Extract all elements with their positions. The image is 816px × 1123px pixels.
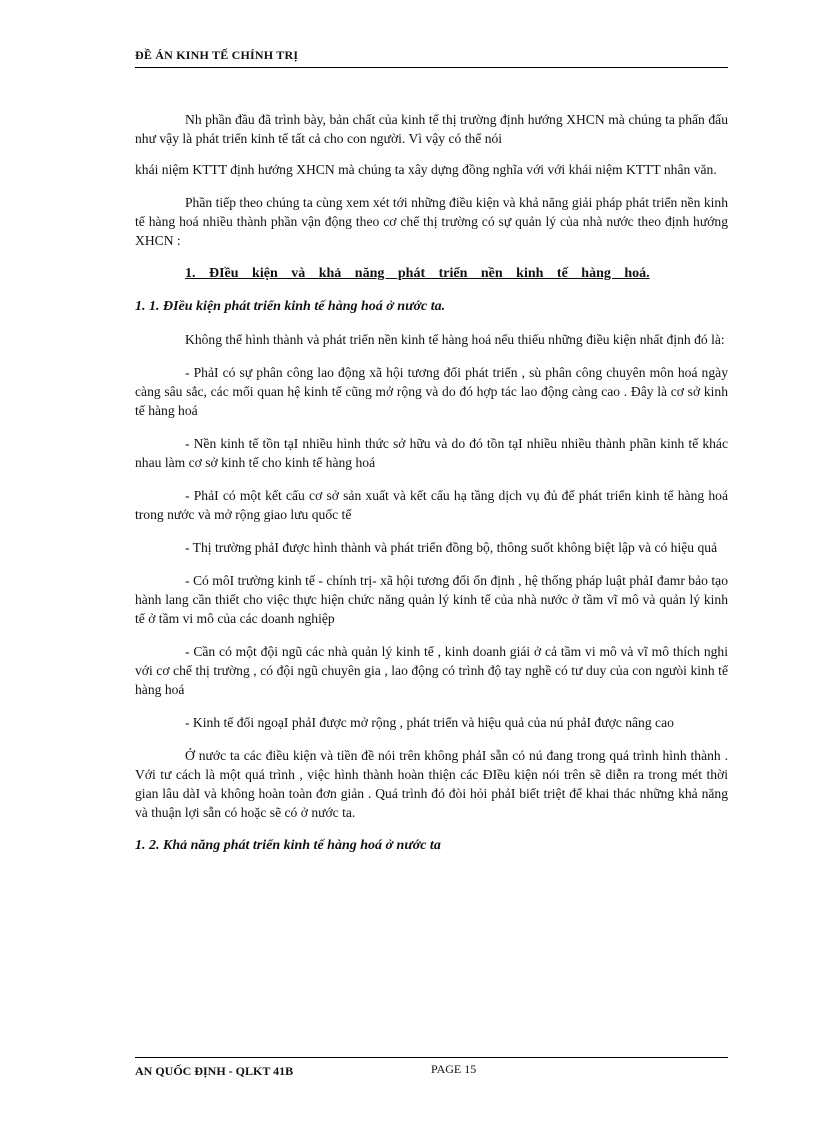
footer-page-number: PAGE 15 <box>431 1062 477 1076</box>
intro-paragraph-3: Phần tiếp theo chúng ta cùng xem xét tới những điều kiện và khả năng giải pháp phát triển nền kinh tế hàng hoá nhiều thành phần vận động theo cơ chế thị trường có sự quản lý của nhà nước theo định hướng XHCN : <box>135 195 728 248</box>
conditions-intro: Không thể hình thành và phát triển nền kinh tế hàng hoá nếu thiếu những điều kiện nhất định đó là: <box>185 332 725 347</box>
header-title: ĐỀ ÁN KINH TẾ CHÍNH TRỊ <box>135 48 299 62</box>
conditions-conclusion: Ở nước ta các điều kiện và tiền đề nói trên không phảI sẵn có nú đang trong quá trình hình thành . Với tư cách là một quá trình , việc hình thành hoàn thiện các ĐIều kiện nói trên sẽ diễn ra trong mét thời gian lâu dàI và không hoàn toàn đơn giản . Quá trình đó đòi hỏi phảI biết triệt để khai thác những khả năng và thuận lợi sẵn có hoặc sẽ có ở nước ta. <box>135 748 728 820</box>
intro-paragraph-2: khái niệm KTTT định hướng XHCN mà chúng ta xây dựng đồng nghĩa với với khái niệm KTTT nhân văn. <box>135 162 717 177</box>
condition-item-4: - Thị trường phảI được hình thành và phát triển đồng bộ, thông suốt không biệt lập và có hiệu quả <box>185 540 718 555</box>
section-heading-1-text: 1. ĐIều kiện và khả năng phát triển nền kinh tế hàng hoá. <box>185 266 650 281</box>
subsection-heading-1-1: 1. 1. ĐIều kiện phát triển kinh tế hàng hoá ở nước ta. <box>135 299 446 314</box>
footer-author: AN QUỐC ĐỊNH - QLKT 41B <box>135 1064 294 1078</box>
subsection-heading-1-2: 1. 2. Khả năng phát triển kinh tế hàng hoá ở nước ta <box>135 838 441 853</box>
condition-item-3: - PhảI có một kết cấu cơ sở sản xuất và kết cấu hạ tầng dịch vụ đủ để phát triển kinh tế hàng hoá trong nước và mở rộng giao lưu quốc tế <box>135 488 728 522</box>
condition-item-5: - Có môI trường kinh tế - chính trị- xã hội tương đối ổn định , hệ thống pháp luật phảI đamr bảo tạo hành lang cần thiết cho việc thực hiện chức năng quản lý kinh tế của nhà nước ở tầm vĩ mô và quản lý kinh tế ở tầm vi mô của các doanh nghiệp <box>135 573 728 626</box>
condition-item-7: - Kinh tế đối ngoạI phảI được mở rộng , phát triển và hiệu quả của nú phảI được nâng cao <box>185 715 674 730</box>
condition-item-2: - Nền kinh tế tồn tạI nhiều hình thức sở hữu và do đó tồn tạI nhiều nhiều thành phần kinh tế khác nhau làm cơ sở kinh tế cho kinh tế hàng hoá <box>135 436 728 470</box>
condition-item-1: - PhảI có sự phân công lao động xã hội tương đối phát triển , sù phân công chuyên môn hoá ngày càng sâu sắc, các mối quan hệ kinh tế cũng mở rộng và do đó hợp tác lao động càng cao . Đây là cơ sở kinh tế hàng hoá <box>135 365 728 418</box>
intro-paragraph-1: Nh phần đầu đã trình bày, bản chất của kinh tế thị trường định hướng XHCN mà chúng ta phấn đấu như vậy là phát triển kinh tế tất cả cho con người. Vì vậy có thể nói <box>135 112 728 146</box>
condition-item-6: - Cần có một đội ngũ các nhà quản lý kinh tế , kinh doanh giái ở cả tầm vi mô và vĩ mô thích nghi với cơ chế thị trường , có đội ngũ chuyên gia , lao động có trình độ tay nghề có tư duy của con ngưòi kinh tế hàng hoá <box>135 644 728 697</box>
page-header <box>135 48 728 68</box>
section-heading-1 <box>135 264 728 283</box>
page-footer <box>135 1057 728 1078</box>
document-body <box>135 110 728 869</box>
